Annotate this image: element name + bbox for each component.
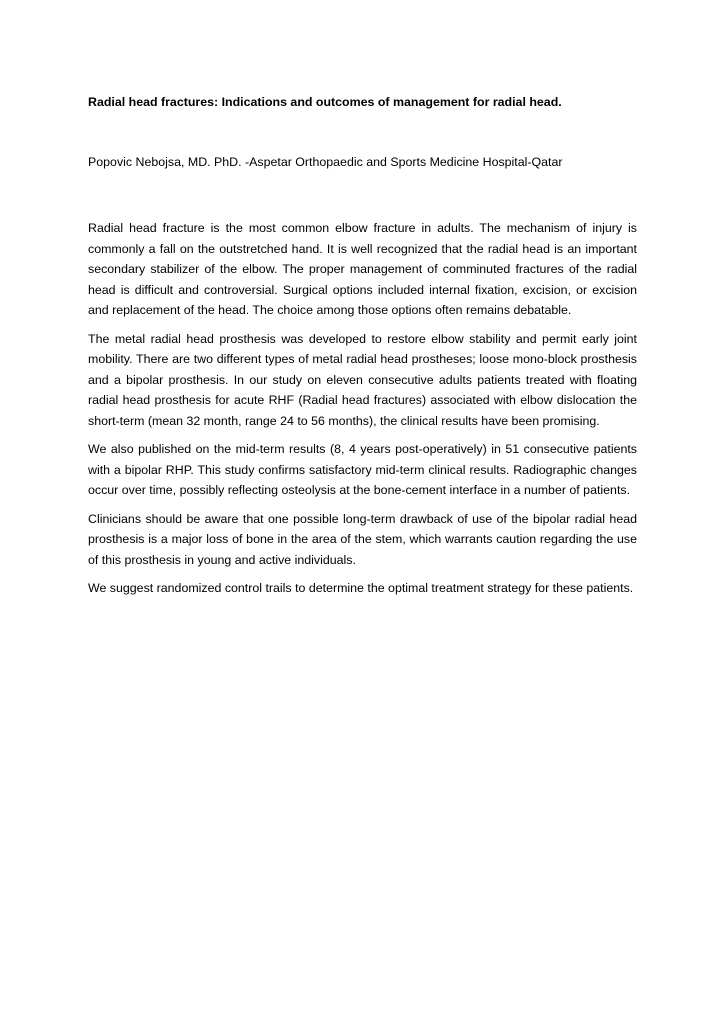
paragraph-prosthesis: The metal radial head prosthesis was developed to restore elbow stability and permit early joint mobility. There are two different types of metal radial head prostheses; loose mono-block prosthesis and a bipolar prosthesis. In our study on eleven consecutive adults patients treated with floating radial head prosthesis for acute RHF (Radial head fractures) associated with elbow dislocation the short-term (mean 32 month, range 24 to 56 months), the clinical results have been promising.	[88, 331, 637, 428]
paragraph-mid-term-results: We also published on the mid-term results (8, 4 years post-operatively) in 51 consecutive patients with a bipolar RHP. This study confirms satisfactory mid-term clinical results. Radiographic changes occur over time, possibly reflecting osteolysis at the bone-cement interface in a number of patients.	[88, 442, 637, 497]
abstract-body	[88, 218, 637, 607]
paragraph-recommendation: We suggest randomized control trails to determine the optimal treatment strategy for these patients.	[88, 581, 634, 595]
author-affiliation-line: Popovic Nebojsa, MD. PhD. -Aspetar Orthopaedic and Sports Medicine Hospital-Qatar	[88, 155, 563, 169]
document-title: Radial head fractures: Indications and outcomes of management for radial head.	[88, 95, 562, 109]
paragraph-long-term-drawback: Clinicians should be aware that one possible long-term drawback of use of the bipolar radial head prosthesis is a major loss of bone in the area of the stem, which warrants caution regarding the use of this prosthesis in young and active individuals.	[88, 511, 637, 567]
paragraph-introduction: Radial head fracture is the most common elbow fracture in adults. The mechanism of injury is commonly a fall on the outstretched hand. It is well recognized that the radial head is an important secondary stabilizer of the elbow. The proper management of comminuted fractures of the radial head is difficult and controversial. Surgical options included internal fixation, excision, or excision and replacement of the head. The choice among those options often remains debatable.	[88, 221, 637, 317]
